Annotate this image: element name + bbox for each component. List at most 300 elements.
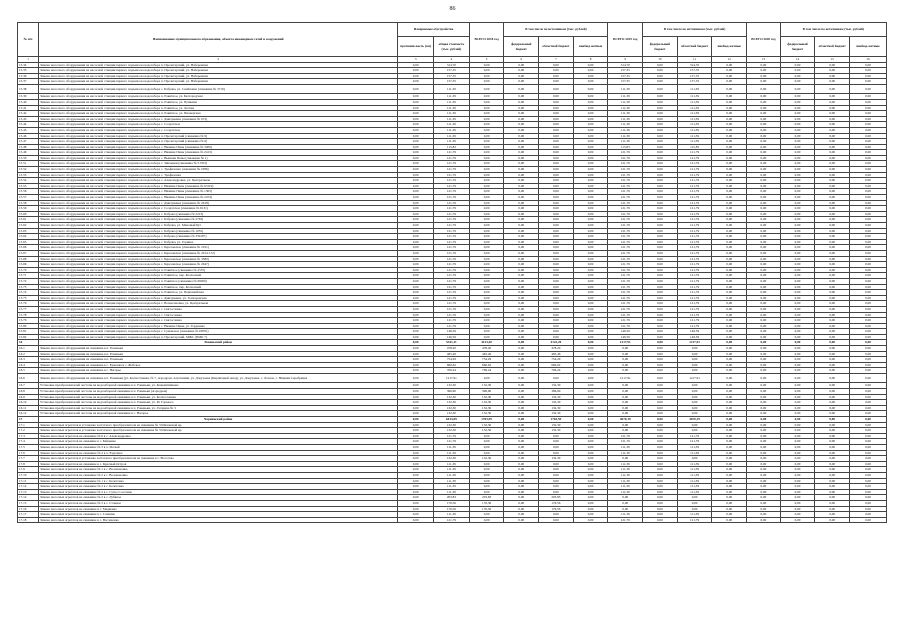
value-cell: 121,79 bbox=[434, 211, 470, 217]
value-cell: 0,00 bbox=[469, 127, 504, 133]
value-cell: 0,00 bbox=[780, 127, 815, 133]
value-cell: 0,00 bbox=[712, 374, 747, 383]
value-cell: 0,00 bbox=[712, 346, 747, 352]
value-cell: 0,00 bbox=[815, 99, 850, 105]
value-cell: 0,00 bbox=[815, 239, 850, 245]
value-cell: 0,00 bbox=[469, 228, 504, 234]
value-cell: 0,00 bbox=[850, 167, 887, 173]
value-cell: 0,00 bbox=[747, 178, 781, 184]
value-cell: 0,00 bbox=[504, 439, 539, 445]
value-cell: 0,00 bbox=[747, 383, 781, 389]
value-cell: 0,00 bbox=[398, 178, 434, 184]
value-cell: 0,00 bbox=[573, 374, 608, 383]
value-cell: 0,00 bbox=[573, 351, 608, 357]
value-cell: 111,39 bbox=[677, 484, 712, 490]
value-cell: 121,79 bbox=[608, 517, 643, 523]
value-cell: 0,00 bbox=[643, 444, 678, 450]
column-number: 10 bbox=[643, 57, 678, 63]
value-cell: 0,00 bbox=[504, 489, 539, 495]
value-cell: 0,00 bbox=[780, 444, 815, 450]
value-cell: 0,00 bbox=[539, 250, 574, 256]
value-cell: 111,39 bbox=[434, 133, 470, 139]
value-cell: 0,00 bbox=[850, 84, 887, 93]
value-cell: 121,79 bbox=[434, 189, 470, 195]
value-cell: 0,00 bbox=[469, 461, 504, 467]
value-cell: 0,00 bbox=[469, 178, 504, 184]
value-cell: 0,00 bbox=[539, 178, 574, 184]
value-cell: 0,00 bbox=[712, 79, 747, 85]
value-cell: 0,00 bbox=[643, 478, 678, 484]
value-cell: 111,39 bbox=[434, 444, 470, 450]
object-name: Замена насосного оборудования на насосной станции первого подъема на водозаборе с. Березовское (скважина № 3580) bbox=[39, 256, 398, 262]
value-cell: 0,00 bbox=[780, 500, 815, 506]
value-cell: 0,00 bbox=[747, 217, 781, 223]
value-cell: 0,00 bbox=[398, 94, 434, 100]
budget-table bbox=[17, 22, 887, 523]
value-cell: 0,00 bbox=[573, 400, 608, 406]
value-cell: 111,39 bbox=[434, 461, 470, 467]
value-cell: 0,00 bbox=[398, 256, 434, 262]
value-cell: 0,00 bbox=[815, 517, 850, 523]
value-cell: 0,00 bbox=[643, 472, 678, 478]
object-name: Замена насосного оборудования на насосной станции первого подъема на водозаборе с. Нижние Пены (скважина № 2474) bbox=[39, 195, 398, 201]
value-cell: 0,00 bbox=[747, 94, 781, 100]
value-cell: 0,00 bbox=[815, 301, 850, 307]
row-number: 15.41 bbox=[18, 105, 39, 111]
value-cell: 0,00 bbox=[504, 357, 539, 363]
value-cell: 0,00 bbox=[504, 111, 539, 117]
value-cell: 0,00 bbox=[850, 111, 887, 117]
value-cell: 0,00 bbox=[643, 267, 678, 273]
value-cell: 111,39 bbox=[677, 450, 712, 456]
value-cell: 0,00 bbox=[469, 62, 504, 68]
value-cell: 0,00 bbox=[398, 495, 434, 501]
value-cell: 0,00 bbox=[780, 111, 815, 117]
value-cell: 0,00 bbox=[398, 167, 434, 173]
value-cell: 0,00 bbox=[850, 79, 887, 85]
value-cell: 203,83 bbox=[539, 495, 574, 501]
value-cell: 0,00 bbox=[712, 340, 747, 346]
value-cell: 176,56 bbox=[539, 506, 574, 512]
value-cell: 0,00 bbox=[573, 383, 608, 389]
value-cell: 0,00 bbox=[780, 133, 815, 139]
value-cell: 0,00 bbox=[747, 428, 781, 434]
value-cell: 0,00 bbox=[643, 400, 678, 406]
value-cell: 0,00 bbox=[780, 256, 815, 262]
value-cell: 121,79 bbox=[677, 234, 712, 240]
value-cell: 0,00 bbox=[780, 461, 815, 467]
value-cell: 0,00 bbox=[712, 422, 747, 428]
object-name: Замена насосного оборудования на насосной станции первого подъема на водозаборе с. Бобрава, ул. Миловый Кут bbox=[39, 223, 398, 229]
value-cell: 121,79 bbox=[677, 517, 712, 523]
value-cell: 0,00 bbox=[850, 94, 887, 100]
value-cell: 0,00 bbox=[469, 301, 504, 307]
value-cell: 0,00 bbox=[469, 444, 504, 450]
row-number: 17.4 bbox=[18, 439, 39, 445]
value-cell: 0,00 bbox=[643, 278, 678, 284]
value-cell: 0,00 bbox=[677, 351, 712, 357]
value-cell: 0,00 bbox=[850, 245, 887, 251]
object-name: Замена насосного оборудования на насосной станции первого подъема на водозаборе с. Бобрава, ул. Семёновка (скважина № 3719) bbox=[39, 84, 398, 93]
value-cell: 121,79 bbox=[677, 172, 712, 178]
value-cell: 0,00 bbox=[398, 489, 434, 495]
value-cell: 0,00 bbox=[398, 183, 434, 189]
value-cell: 121,79 bbox=[434, 262, 470, 268]
value-cell: 0,00 bbox=[539, 295, 574, 301]
value-cell: 0,00 bbox=[850, 150, 887, 156]
value-cell: 0,00 bbox=[539, 234, 574, 240]
value-cell: 0,00 bbox=[398, 383, 434, 389]
value-cell: 0,00 bbox=[504, 478, 539, 484]
value-cell: 0,00 bbox=[398, 295, 434, 301]
column-number: 1 bbox=[18, 57, 39, 63]
value-cell: 0,00 bbox=[398, 394, 434, 400]
value-cell: 121,79 bbox=[434, 323, 470, 329]
value-cell: 0,00 bbox=[815, 450, 850, 456]
value-cell: 0,00 bbox=[747, 394, 781, 400]
value-cell: 115,83 bbox=[608, 144, 643, 150]
value-cell: 0,00 bbox=[469, 84, 504, 93]
object-name: Замена насосного оборудования на насосной станции первого подъема на водозаборе с. Бобрава (скважина № 1055) bbox=[39, 228, 398, 234]
value-cell: 0,00 bbox=[850, 178, 887, 184]
value-cell: 0,00 bbox=[398, 228, 434, 234]
row-number: 17.13 bbox=[18, 489, 39, 495]
value-cell: 146,59 bbox=[434, 334, 470, 340]
value-cell: 0,00 bbox=[780, 228, 815, 234]
value-cell: 121,79 bbox=[608, 250, 643, 256]
value-cell: 0,00 bbox=[815, 116, 850, 122]
header-federal-2018: федеральный бюджет bbox=[504, 37, 539, 57]
value-cell: 0,00 bbox=[573, 178, 608, 184]
object-name: Замена насосных агрегатов на скважине в с. Сонкино bbox=[39, 512, 398, 518]
value-cell: 0,00 bbox=[643, 439, 678, 445]
value-cell: 0,00 bbox=[573, 495, 608, 501]
value-cell: 0,00 bbox=[747, 472, 781, 478]
value-cell: 0,00 bbox=[539, 116, 574, 122]
value-cell: 0,00 bbox=[504, 290, 539, 296]
value-cell: 0,00 bbox=[850, 323, 887, 329]
value-cell: 0,00 bbox=[747, 489, 781, 495]
value-cell: 121,79 bbox=[677, 217, 712, 223]
value-cell: 0,00 bbox=[469, 211, 504, 217]
value-cell: 0,00 bbox=[504, 273, 539, 279]
value-cell: 0,00 bbox=[398, 223, 434, 229]
header-federal-2019: федеральный бюджет bbox=[643, 37, 678, 57]
row-number: 17.18 bbox=[18, 517, 39, 523]
value-cell: 0,00 bbox=[643, 306, 678, 312]
value-cell: 0,00 bbox=[712, 195, 747, 201]
value-cell: 0,00 bbox=[815, 357, 850, 363]
column-number: 5 bbox=[469, 57, 504, 63]
value-cell: 0,00 bbox=[747, 139, 781, 145]
value-cell: 706,24 bbox=[539, 368, 574, 374]
value-cell: 0,00 bbox=[850, 478, 887, 484]
value-cell: 0,00 bbox=[815, 133, 850, 139]
value-cell: 0,00 bbox=[850, 450, 887, 456]
value-cell: 132,30 bbox=[539, 422, 574, 428]
value-cell: 0,00 bbox=[504, 284, 539, 290]
value-cell: 111,39 bbox=[608, 84, 643, 93]
value-cell: 0,00 bbox=[747, 346, 781, 352]
value-cell: 0,00 bbox=[850, 189, 887, 195]
row-number: 15.62 bbox=[18, 223, 39, 229]
object-name: Установка преобразователей частоты на водозаборной скважине в п. Ровеньки, ул. Колхозтовная bbox=[39, 394, 398, 400]
value-cell: 0,00 bbox=[539, 444, 574, 450]
value-cell: 0,00 bbox=[643, 461, 678, 467]
value-cell: 176,56 bbox=[539, 500, 574, 506]
value-cell: 0,00 bbox=[850, 284, 887, 290]
value-cell: 0,00 bbox=[398, 239, 434, 245]
value-cell: 0,00 bbox=[850, 234, 887, 240]
value-cell: 0,00 bbox=[469, 167, 504, 173]
value-cell: 0,00 bbox=[712, 467, 747, 473]
value-cell: 0,00 bbox=[850, 312, 887, 318]
value-cell: 0,00 bbox=[469, 290, 504, 296]
value-cell: 396,90 bbox=[434, 389, 470, 395]
row-number: 15.40 bbox=[18, 99, 39, 105]
value-cell: 0,00 bbox=[747, 411, 781, 417]
value-cell: 0,00 bbox=[469, 73, 504, 79]
value-cell: 0,00 bbox=[780, 155, 815, 161]
row-number: 15.78 bbox=[18, 312, 39, 318]
value-cell: 0,00 bbox=[643, 217, 678, 223]
value-cell: 0,00 bbox=[573, 290, 608, 296]
value-cell: 0,00 bbox=[850, 489, 887, 495]
value-cell: 0,00 bbox=[677, 495, 712, 501]
value-cell: 0,00 bbox=[780, 346, 815, 352]
value-cell: 0,00 bbox=[712, 183, 747, 189]
row-number: 15.69 bbox=[18, 262, 39, 268]
value-cell: 0,00 bbox=[747, 484, 781, 490]
value-cell: 0,00 bbox=[815, 489, 850, 495]
value-cell: 0,00 bbox=[712, 161, 747, 167]
value-cell: 121,79 bbox=[677, 245, 712, 251]
value-cell: 754,29 bbox=[434, 357, 470, 363]
value-cell: 132,30 bbox=[434, 428, 470, 434]
value-cell: 0,00 bbox=[398, 68, 434, 74]
value-cell: 121,79 bbox=[434, 178, 470, 184]
row-number: 17.12 bbox=[18, 484, 39, 490]
object-name: Замена насосного оборудования на насосной станции первого подъема на водозаборе с. Березовское (скважина № 2014-172) bbox=[39, 250, 398, 256]
value-cell: 0,00 bbox=[747, 73, 781, 79]
value-cell: 0,00 bbox=[712, 484, 747, 490]
value-cell: 0,00 bbox=[573, 394, 608, 400]
value-cell: 0,00 bbox=[780, 489, 815, 495]
header-measures: Измеряемые обустройства bbox=[398, 23, 469, 37]
value-cell: 0,00 bbox=[469, 273, 504, 279]
value-cell: 121,79 bbox=[608, 267, 643, 273]
value-cell: 0,00 bbox=[469, 99, 504, 105]
object-name: Замена насосного оборудования на насосной станции первого подъема на водозаборе с. Зинченки (скважина № 51353) bbox=[39, 161, 398, 167]
object-name: Замена насосного оборудования на насосной станции первого подъема на водозаборе с. Солдатское bbox=[39, 122, 398, 128]
value-cell: 121,79 bbox=[434, 256, 470, 262]
value-cell: 0,00 bbox=[504, 183, 539, 189]
value-cell: 121,79 bbox=[434, 167, 470, 173]
value-cell: 0,00 bbox=[469, 450, 504, 456]
value-cell: 0,00 bbox=[815, 122, 850, 128]
object-name: Замена насосного оборудования на насосной станции первого подъема на водозаборе с. Трефиловка (скважина № 2286) bbox=[39, 167, 398, 173]
value-cell: 0,00 bbox=[712, 223, 747, 229]
value-cell: 121,79 bbox=[434, 223, 470, 229]
value-cell: 0,00 bbox=[469, 195, 504, 201]
row-number: 15.54 bbox=[18, 178, 39, 184]
value-cell: 111,39 bbox=[608, 111, 643, 117]
value-cell: 0,00 bbox=[850, 172, 887, 178]
object-name: Замена насосных агрегатов на скважине в с. Ваславовка bbox=[39, 517, 398, 523]
value-cell: 121,79 bbox=[434, 433, 470, 439]
value-cell: 0,00 bbox=[747, 189, 781, 195]
value-cell: 121,79 bbox=[608, 172, 643, 178]
value-cell: 0,00 bbox=[504, 334, 539, 340]
header-federal-2020: федеральный бюджет bbox=[780, 37, 815, 57]
value-cell: 121,79 bbox=[434, 206, 470, 212]
value-cell: 0,00 bbox=[815, 73, 850, 79]
table-header bbox=[18, 23, 887, 63]
value-cell: 0,00 bbox=[815, 79, 850, 85]
object-name: Замена насосного оборудования на насосной станции первого подъема на водозаборе с. Нижние Пены, ул. Гордеевка bbox=[39, 323, 398, 329]
value-cell: 0,00 bbox=[539, 122, 574, 128]
value-cell: 0,00 bbox=[712, 456, 747, 462]
value-cell: 0,00 bbox=[712, 284, 747, 290]
value-cell: 0,00 bbox=[780, 368, 815, 374]
value-cell: 0,00 bbox=[643, 256, 678, 262]
object-name: Замена насосного оборудования на насосной станции первого подъема на водозаборе п. Ракитное, ул. Пионерская bbox=[39, 111, 398, 117]
value-cell: 0,00 bbox=[712, 267, 747, 273]
row-number: 15.73 bbox=[18, 284, 39, 290]
value-cell: 0,00 bbox=[573, 116, 608, 122]
value-cell: 146,59 bbox=[434, 329, 470, 335]
value-cell: 0,00 bbox=[573, 422, 608, 428]
value-cell: 0,00 bbox=[469, 306, 504, 312]
value-cell: 0,00 bbox=[712, 295, 747, 301]
value-cell: 0,00 bbox=[780, 340, 815, 346]
row-number: 15.74 bbox=[18, 290, 39, 296]
value-cell: 0,00 bbox=[469, 517, 504, 523]
value-cell: 0,00 bbox=[504, 340, 539, 346]
value-cell: 0,00 bbox=[747, 450, 781, 456]
value-cell: 0,00 bbox=[850, 290, 887, 296]
value-cell: 0,00 bbox=[504, 122, 539, 128]
value-cell: 0,00 bbox=[643, 73, 678, 79]
value-cell: 0,00 bbox=[747, 284, 781, 290]
value-cell: 0,00 bbox=[712, 394, 747, 400]
value-cell: 0,00 bbox=[573, 484, 608, 490]
value-cell: 0,00 bbox=[677, 456, 712, 462]
row-number: 15.79 bbox=[18, 318, 39, 324]
value-cell: 0,00 bbox=[850, 239, 887, 245]
value-cell: 0,00 bbox=[643, 433, 678, 439]
value-cell: 0,00 bbox=[780, 167, 815, 173]
value-cell: 0,00 bbox=[815, 439, 850, 445]
value-cell: 0,00 bbox=[747, 250, 781, 256]
value-cell: 0,00 bbox=[747, 228, 781, 234]
value-cell: 0,00 bbox=[573, 94, 608, 100]
value-cell: 0,00 bbox=[643, 517, 678, 523]
value-cell: 0,00 bbox=[573, 127, 608, 133]
value-cell: 0,00 bbox=[504, 295, 539, 301]
value-cell: 0,00 bbox=[780, 467, 815, 473]
value-cell: 0,00 bbox=[573, 450, 608, 456]
value-cell: 0,00 bbox=[539, 318, 574, 324]
value-cell: 0,00 bbox=[573, 439, 608, 445]
value-cell: 0,00 bbox=[573, 111, 608, 117]
value-cell: 132,30 bbox=[469, 456, 504, 462]
value-cell: 121,79 bbox=[677, 228, 712, 234]
value-cell: 0,00 bbox=[747, 62, 781, 68]
value-cell: 203,83 bbox=[469, 495, 504, 501]
row-number: 15.51 bbox=[18, 161, 39, 167]
value-cell: 0,00 bbox=[850, 301, 887, 307]
object-name: Замена насосного оборудования на насосной станции первого подъема на водозаборе п. Пролетарский (скважина № 9) bbox=[39, 133, 398, 139]
row-number: 17.11 bbox=[18, 478, 39, 484]
value-cell: 0,00 bbox=[643, 489, 678, 495]
value-cell: 0,00 bbox=[504, 99, 539, 105]
value-cell: 0,00 bbox=[747, 444, 781, 450]
value-cell: 0,00 bbox=[643, 334, 678, 340]
value-cell: 0,00 bbox=[850, 306, 887, 312]
value-cell: 0,00 bbox=[780, 278, 815, 284]
value-cell: 0,00 bbox=[504, 223, 539, 229]
value-cell: 0,00 bbox=[815, 250, 850, 256]
column-number: 11 bbox=[677, 57, 712, 63]
value-cell: 0,00 bbox=[398, 189, 434, 195]
value-cell: 0,00 bbox=[504, 172, 539, 178]
value-cell: 0,00 bbox=[643, 273, 678, 279]
header-length: протяжён-ность (км) bbox=[398, 37, 434, 57]
value-cell: 0,00 bbox=[539, 512, 574, 518]
value-cell: 0,00 bbox=[469, 161, 504, 167]
value-cell: 0,00 bbox=[469, 472, 504, 478]
value-cell: 0,00 bbox=[643, 506, 678, 512]
value-cell: 0,00 bbox=[712, 133, 747, 139]
value-cell: 0,00 bbox=[747, 362, 781, 368]
value-cell: 111,39 bbox=[677, 94, 712, 100]
row-number: 15.70 bbox=[18, 267, 39, 273]
value-cell: 0,00 bbox=[712, 127, 747, 133]
value-cell: 0,00 bbox=[398, 116, 434, 122]
value-cell: 0,00 bbox=[712, 368, 747, 374]
value-cell: 121,79 bbox=[677, 167, 712, 173]
value-cell: 0,00 bbox=[573, 239, 608, 245]
value-cell: 0,00 bbox=[747, 68, 781, 74]
value-cell: 0,00 bbox=[573, 234, 608, 240]
value-cell: 0,00 bbox=[504, 422, 539, 428]
value-cell: 132,30 bbox=[434, 405, 470, 411]
value-cell: 121,79 bbox=[434, 278, 470, 284]
value-cell: 0,00 bbox=[747, 351, 781, 357]
object-name: Замена насосного оборудования на насосной станции первого подъема на водозаборе с. Сумовское (скважина № 60591) bbox=[39, 329, 398, 335]
value-cell: 0,00 bbox=[677, 389, 712, 395]
value-cell: 203,83 bbox=[434, 495, 470, 501]
row-number: 15.45 bbox=[18, 127, 39, 133]
value-cell: 0,00 bbox=[504, 467, 539, 473]
value-cell: 0,00 bbox=[850, 383, 887, 389]
value-cell: 0,00 bbox=[850, 484, 887, 490]
row-number: 16.3 bbox=[18, 357, 39, 363]
value-cell: 0,00 bbox=[780, 450, 815, 456]
value-cell: 121,79 bbox=[677, 306, 712, 312]
object-name: Замена насосного оборудования на насосной станции первого подъема на водозаборе п. Пролетарский, ул. Набережная bbox=[39, 62, 398, 68]
value-cell: 121,79 bbox=[434, 312, 470, 318]
value-cell: 0,00 bbox=[504, 84, 539, 93]
value-cell: 0,00 bbox=[643, 122, 678, 128]
value-cell: 0,00 bbox=[573, 389, 608, 395]
value-cell: 0,00 bbox=[747, 329, 781, 335]
object-name: Замена насосного оборудования на насосной станции первого подъема на водозаборе п. Ракитное, пер. Колхозный bbox=[39, 284, 398, 290]
value-cell: 4670,19 bbox=[608, 417, 643, 423]
header-cost: общая стоимость (тыс. рублей) bbox=[434, 37, 470, 57]
object-name: Замена насосного оборудования на насосной станции первого подъема на водозаборе с. Солдатское bbox=[39, 127, 398, 133]
